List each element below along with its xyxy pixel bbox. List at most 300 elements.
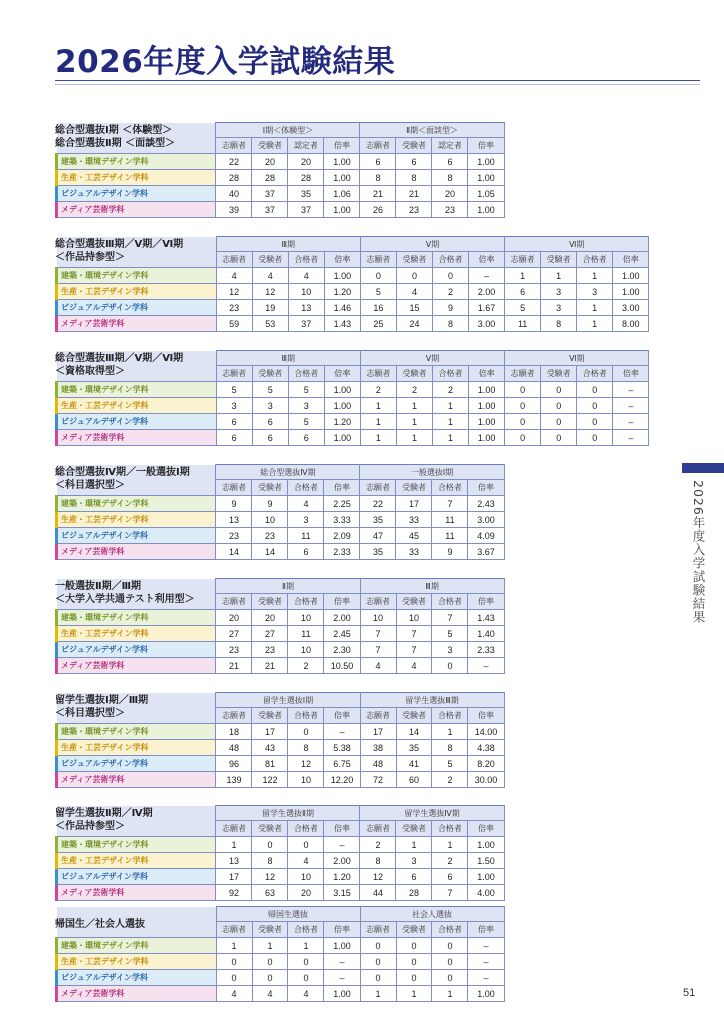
column-header: 倍率: [613, 366, 649, 382]
column-header: 受験者: [252, 366, 288, 382]
column-header: 受験者: [252, 480, 288, 496]
table-cell: 8: [360, 853, 396, 869]
table-cell: 0: [288, 724, 324, 740]
table-cell: 10: [252, 512, 288, 528]
table-cell: 1.00: [468, 154, 504, 170]
table-cell: 3.33: [324, 512, 360, 528]
table-cell: 10: [360, 610, 396, 626]
department-label: メディア芸術学科: [57, 544, 216, 560]
table-cell: 1: [396, 986, 432, 1002]
table-cell: 6: [252, 414, 288, 430]
table-cell: 17: [396, 496, 432, 512]
table-cell: 15: [396, 300, 432, 316]
table-cell: 13: [216, 853, 252, 869]
group-header: 社会人選抜: [360, 907, 504, 922]
table-cell: 5.38: [324, 740, 360, 756]
table-cell: 0: [541, 430, 577, 446]
table-cell: 4: [396, 658, 432, 674]
table-cell: 4: [288, 496, 324, 512]
table-row: [57, 398, 649, 414]
side-label: 2026年度入学試験結果: [691, 480, 706, 624]
table-cell: 0: [288, 970, 324, 986]
column-header: 合格者: [288, 480, 324, 496]
table-cell: 1.20: [324, 414, 360, 430]
table-cell: 1.00: [468, 869, 504, 885]
table-cell: 0: [541, 414, 577, 430]
department-label: ビジュアルデザイン学科: [57, 869, 216, 885]
column-header: 受験者: [396, 138, 432, 154]
table-cell: 3.00: [613, 300, 649, 316]
column-header: 受験者: [396, 594, 432, 610]
table-cell: 40: [216, 186, 252, 202]
table-cell: –: [469, 268, 505, 284]
table-cell: 2: [288, 658, 324, 674]
column-header: 受験者: [541, 366, 577, 382]
table-cell: 27: [216, 626, 252, 642]
table-cell: 1: [288, 938, 324, 954]
group-header: 留学生選抜Ⅰ期: [216, 693, 360, 708]
column-header: 受験者: [396, 252, 432, 268]
table-cell: 1.20: [324, 284, 360, 300]
table-cell: 8: [432, 170, 468, 186]
table-cell: 47: [360, 528, 396, 544]
table-cell: 28: [252, 170, 288, 186]
department-label: 生産・工芸デザイン学科: [57, 170, 216, 186]
department-label: 生産・工芸デザイン学科: [57, 954, 217, 970]
table-cell: 1: [432, 414, 468, 430]
table-cell: –: [324, 724, 360, 740]
table-cell: 6: [288, 544, 324, 560]
table-cell: 13: [216, 512, 252, 528]
table-cell: 1.46: [324, 300, 360, 316]
table-cell: 2.25: [324, 496, 360, 512]
section-title-line: 留学生選抜Ⅰ期／Ⅲ期: [55, 695, 149, 706]
column-header: 倍率: [324, 922, 360, 938]
table-cell: 0: [432, 938, 468, 954]
column-header: 倍率: [324, 138, 360, 154]
column-header: 志願者: [216, 594, 252, 610]
table-cell: 9: [432, 300, 468, 316]
table-cell: 5: [432, 626, 468, 642]
table-cell: 1: [360, 414, 396, 430]
column-header: 合格者: [432, 594, 468, 610]
column-header: 受験者: [252, 821, 288, 837]
column-header: 合格者: [288, 922, 324, 938]
table-cell: 1.43: [468, 610, 504, 626]
table-cell: 37: [288, 316, 324, 332]
table-cell: 30.00: [468, 772, 504, 788]
table-cell: 96: [216, 756, 252, 772]
department-label: メディア芸術学科: [57, 658, 216, 674]
column-header: 合格者: [432, 252, 468, 268]
table-cell: 10: [396, 610, 432, 626]
department-label: 生産・工芸デザイン学科: [57, 284, 217, 300]
table-cell: 7: [396, 626, 432, 642]
group-header: Ⅲ期: [216, 237, 360, 252]
department-label: ビジュアルデザイン学科: [57, 414, 217, 430]
column-header: 合格者: [432, 366, 468, 382]
title-rule: [55, 80, 700, 81]
table-cell: 2: [432, 853, 468, 869]
table-cell: 0: [360, 938, 396, 954]
table-cell: 3: [288, 398, 324, 414]
table-cell: 12: [252, 869, 288, 885]
department-label: ビジュアルデザイン学科: [57, 642, 216, 658]
column-header: 受験者: [396, 708, 432, 724]
table-cell: 37: [252, 186, 288, 202]
department-label: 建築・環境デザイン学科: [57, 724, 216, 740]
column-header: 受験者: [252, 922, 288, 938]
table-cell: 1.00: [324, 398, 360, 414]
table-cell: 13: [288, 300, 324, 316]
table-row: [57, 756, 505, 772]
column-header: 倍率: [468, 708, 504, 724]
department-label: メディア芸術学科: [57, 430, 217, 446]
table-cell: –: [324, 970, 360, 986]
table-cell: 6.75: [324, 756, 360, 772]
column-header: 受験者: [252, 252, 288, 268]
table-row: [57, 954, 505, 970]
table-cell: 0: [577, 414, 613, 430]
table-row: [57, 154, 505, 170]
table-cell: 2.33: [468, 642, 504, 658]
column-header: 認定者: [288, 138, 324, 154]
table-cell: 17: [252, 724, 288, 740]
table-cell: 14: [396, 724, 432, 740]
table-row: [57, 300, 649, 316]
table-cell: 5: [288, 414, 324, 430]
table-cell: 8: [252, 853, 288, 869]
table-cell: 1: [216, 938, 252, 954]
table-cell: 0: [432, 268, 468, 284]
table-cell: 1.00: [613, 284, 649, 300]
table-cell: 1: [396, 430, 432, 446]
column-header: 受験者: [541, 252, 577, 268]
table-cell: 33: [396, 512, 432, 528]
table-cell: 1.00: [469, 398, 505, 414]
table-cell: 1: [577, 316, 613, 332]
table-cell: 0: [577, 398, 613, 414]
table-cell: 8.20: [468, 756, 504, 772]
table-row: [57, 544, 505, 560]
department-label: 建築・環境デザイン学科: [57, 837, 216, 853]
table-cell: 3.00: [468, 512, 504, 528]
group-header: Ⅵ期: [505, 351, 649, 366]
table-row: [57, 642, 505, 658]
table-row: [57, 414, 649, 430]
column-header: 志願者: [360, 922, 396, 938]
column-header: 志願者: [360, 252, 396, 268]
department-label: メディア芸術学科: [57, 202, 216, 218]
department-label: 生産・工芸デザイン学科: [57, 853, 216, 869]
table-cell: –: [468, 658, 504, 674]
group-header: Ⅰ期＜体験型＞: [216, 123, 360, 138]
table-cell: 1: [432, 724, 468, 740]
section-title-line: ＜資格取得型＞: [55, 366, 125, 377]
table-cell: 23: [216, 300, 252, 316]
table-cell: 1.00: [324, 430, 360, 446]
table-cell: 1: [577, 268, 613, 284]
table-cell: 14: [252, 544, 288, 560]
group-header: Ⅲ期: [360, 579, 504, 594]
table-row: [57, 853, 505, 869]
table-cell: 3.00: [469, 316, 505, 332]
table-row: [57, 938, 505, 954]
table-cell: 0: [432, 970, 468, 986]
section-title: [55, 466, 215, 492]
column-header: 倍率: [324, 252, 360, 268]
table-cell: 2: [360, 837, 396, 853]
department-label: メディア芸術学科: [57, 772, 216, 788]
table-cell: 22: [360, 496, 396, 512]
column-header: 志願者: [216, 708, 252, 724]
table-cell: 7: [432, 885, 468, 901]
table-cell: 1: [432, 986, 468, 1002]
column-header: 志願者: [360, 708, 396, 724]
group-header: 一般選抜Ⅰ期: [360, 465, 504, 480]
table-cell: 10.50: [324, 658, 360, 674]
table-cell: 4.38: [468, 740, 504, 756]
table-cell: –: [324, 954, 360, 970]
section-title-line: 帰国生／社会人選抜: [55, 919, 145, 930]
section-title-line: ＜大学入学共通テスト利用型＞: [55, 594, 195, 605]
table-cell: 1: [432, 430, 468, 446]
column-header: 倍率: [468, 480, 504, 496]
section-title: [55, 694, 215, 720]
table-cell: 5: [288, 382, 324, 398]
department-label: ビジュアルデザイン学科: [57, 528, 216, 544]
group-header: 留学生選抜Ⅱ期: [216, 806, 360, 821]
table-cell: 1: [541, 268, 577, 284]
table-cell: 1: [360, 398, 396, 414]
table-cell: 35: [288, 186, 324, 202]
table-cell: –: [468, 954, 504, 970]
section-title: [55, 918, 215, 931]
table-row: [57, 202, 505, 218]
department-label: 生産・工芸デザイン学科: [57, 398, 217, 414]
table-cell: 7: [432, 610, 468, 626]
table-cell: 7: [396, 642, 432, 658]
column-header: 合格者: [288, 252, 324, 268]
table-cell: 7: [360, 626, 396, 642]
column-header: 志願者: [216, 821, 252, 837]
table-row: [57, 658, 505, 674]
table-cell: 5: [432, 756, 468, 772]
table-cell: 10: [288, 772, 324, 788]
column-header: 志願者: [216, 366, 252, 382]
table-cell: 1.00: [468, 202, 504, 218]
table-cell: 18: [216, 724, 252, 740]
table-cell: 1: [216, 837, 252, 853]
group-header: Ⅲ期: [216, 351, 360, 366]
table-cell: 2.09: [324, 528, 360, 544]
section-title-line: 総合型選抜Ⅲ期／Ⅴ期／Ⅵ期: [55, 239, 184, 250]
section-title-line: 総合型選抜Ⅲ期／Ⅴ期／Ⅵ期: [55, 353, 184, 364]
table-cell: 11: [288, 626, 324, 642]
table-cell: 2: [432, 284, 468, 300]
table-cell: 1.00: [324, 382, 360, 398]
table-cell: 12: [288, 756, 324, 772]
department-label: 生産・工芸デザイン学科: [57, 512, 216, 528]
table-cell: 28: [396, 885, 432, 901]
table-cell: 39: [216, 202, 252, 218]
table-cell: 1.40: [468, 626, 504, 642]
table-cell: 8: [432, 316, 468, 332]
table-cell: 6: [252, 430, 288, 446]
table-cell: 0: [541, 382, 577, 398]
table-cell: 9: [216, 496, 252, 512]
column-header: 志願者: [216, 480, 252, 496]
table-cell: 0: [396, 970, 432, 986]
table-row: [57, 284, 649, 300]
table-cell: 0: [396, 954, 432, 970]
column-header: 倍率: [324, 821, 360, 837]
table-cell: 5: [252, 382, 288, 398]
table-cell: 1.00: [324, 202, 360, 218]
column-header: 志願者: [505, 252, 541, 268]
table-cell: 0: [432, 658, 468, 674]
section-title-line: 一般選抜Ⅱ期／Ⅲ期: [55, 581, 142, 592]
column-header: 志願者: [360, 821, 396, 837]
column-header: 志願者: [360, 366, 396, 382]
table-cell: 12.20: [324, 772, 360, 788]
table-row: [57, 512, 505, 528]
table-row: [57, 316, 649, 332]
table-cell: 1: [360, 430, 396, 446]
table-cell: 1.00: [324, 170, 360, 186]
table-cell: 3: [396, 853, 432, 869]
table-cell: 3: [216, 398, 252, 414]
table-cell: 25: [360, 316, 396, 332]
table-cell: 16: [360, 300, 396, 316]
table-cell: 0: [577, 382, 613, 398]
table-cell: 7: [360, 642, 396, 658]
table-cell: 20: [288, 154, 324, 170]
column-header: 志願者: [216, 922, 252, 938]
column-header: 倍率: [613, 252, 649, 268]
table-cell: 6: [505, 284, 541, 300]
table-cell: 11: [432, 528, 468, 544]
table-cell: 19: [252, 300, 288, 316]
table-cell: 3.67: [468, 544, 504, 560]
section-title-line: ＜作品持参型＞: [55, 821, 125, 832]
table-cell: 3: [577, 284, 613, 300]
table-cell: 17: [360, 724, 396, 740]
table-cell: 0: [252, 837, 288, 853]
table-cell: 1: [577, 300, 613, 316]
table-cell: 2: [396, 382, 432, 398]
table-cell: 20: [288, 885, 324, 901]
table-cell: 59: [216, 316, 252, 332]
department-label: 生産・工芸デザイン学科: [57, 626, 216, 642]
column-header: 認定者: [432, 138, 468, 154]
column-header: 倍率: [469, 252, 505, 268]
table-cell: 2: [432, 382, 468, 398]
department-label: 建築・環境デザイン学科: [57, 938, 217, 954]
department-label: 建築・環境デザイン学科: [57, 268, 217, 284]
table-cell: 35: [396, 740, 432, 756]
column-header: 合格者: [577, 252, 613, 268]
table-row: [57, 496, 505, 512]
table-cell: 1.20: [324, 869, 360, 885]
table-cell: 0: [505, 414, 541, 430]
department-label: 建築・環境デザイン学科: [57, 382, 217, 398]
department-label: 生産・工芸デザイン学科: [57, 740, 216, 756]
table-cell: 1: [396, 837, 432, 853]
table-row: [57, 986, 505, 1002]
table-cell: 92: [216, 885, 252, 901]
group-header: 総合型選抜Ⅳ期: [216, 465, 360, 480]
column-header: 合格者: [432, 708, 468, 724]
table-cell: 20: [432, 186, 468, 202]
table-cell: 6: [288, 430, 324, 446]
table-row: [57, 626, 505, 642]
department-label: メディア芸術学科: [57, 885, 216, 901]
table-cell: 4: [288, 853, 324, 869]
table-cell: 1.67: [469, 300, 505, 316]
table-cell: 0: [216, 970, 252, 986]
table-cell: 20: [252, 610, 288, 626]
table-cell: 0: [432, 954, 468, 970]
column-header: 合格者: [432, 922, 468, 938]
table-cell: 1: [252, 938, 288, 954]
table-cell: 10: [288, 642, 324, 658]
table-cell: 1.00: [469, 430, 505, 446]
column-header: 志願者: [360, 594, 396, 610]
page-title: 2026年度入学試験結果: [55, 44, 396, 80]
column-header: 倍率: [468, 594, 504, 610]
table-cell: 3: [252, 398, 288, 414]
table-cell: 2.00: [324, 610, 360, 626]
column-header: 受験者: [396, 922, 432, 938]
table-cell: 28: [288, 170, 324, 186]
table-cell: 4: [288, 268, 324, 284]
table-row: [57, 885, 505, 901]
table-cell: 21: [360, 186, 396, 202]
table-cell: 1.00: [468, 837, 504, 853]
table-cell: 8: [360, 170, 396, 186]
table-cell: 12: [252, 284, 288, 300]
table-cell: 23: [252, 642, 288, 658]
table-cell: –: [468, 938, 504, 954]
group-header: 帰国生選抜: [216, 907, 360, 922]
group-header: Ⅴ期: [360, 237, 504, 252]
section-title: [55, 580, 215, 606]
table-cell: 5: [360, 284, 396, 300]
table-cell: 1.00: [468, 986, 504, 1002]
table-cell: 0: [577, 430, 613, 446]
table-cell: 139: [216, 772, 252, 788]
table-cell: 1.00: [613, 268, 649, 284]
section-title-line: 総合型選抜Ⅰ期 ＜体験型＞: [55, 125, 173, 136]
column-header: 合格者: [288, 821, 324, 837]
section-title: [55, 124, 215, 150]
table-cell: 6: [396, 869, 432, 885]
group-header: Ⅵ期: [505, 237, 649, 252]
department-label: ビジュアルデザイン学科: [57, 756, 216, 772]
table-row: [57, 869, 505, 885]
section-title-line: 留学生選抜Ⅱ期／Ⅳ期: [55, 808, 153, 819]
table-cell: 21: [396, 186, 432, 202]
table-cell: –: [468, 970, 504, 986]
table-cell: 27: [252, 626, 288, 642]
section-title-line: ＜作品持参型＞: [55, 252, 125, 263]
table-cell: 0: [396, 268, 432, 284]
table-cell: 3: [288, 512, 324, 528]
column-header: 合格者: [432, 480, 468, 496]
table-cell: 1.00: [324, 154, 360, 170]
table-cell: 4: [252, 268, 288, 284]
